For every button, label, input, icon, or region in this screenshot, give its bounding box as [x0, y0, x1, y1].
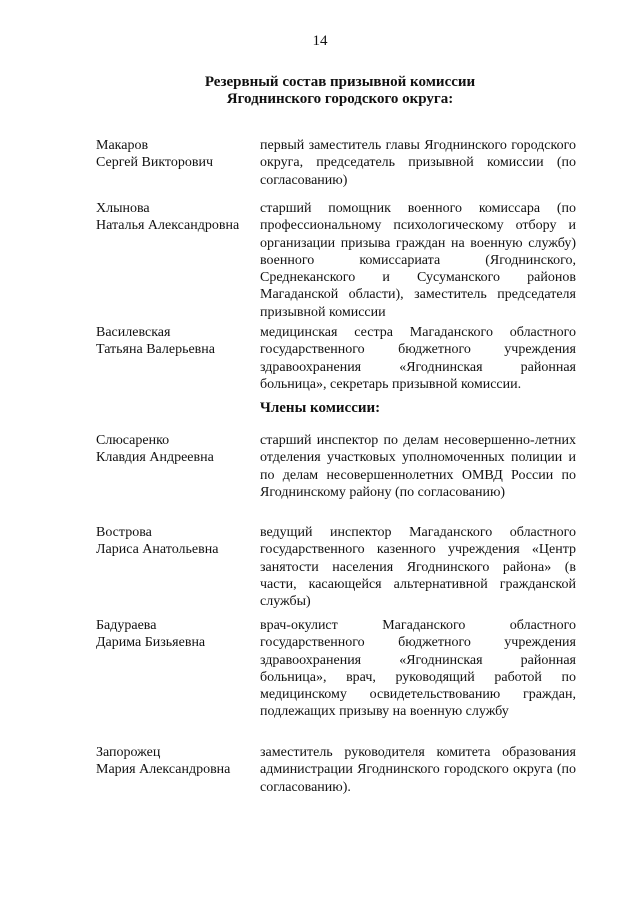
member-surname: Слюсаренко [96, 433, 170, 448]
member-name [96, 200, 256, 235]
page-number: 14 [312, 33, 328, 49]
member-role: врач-окулист Магаданского областного государственного бюджетного учреждения здравоохранения «Ягоднинская районная больница», врач, руководящий работой по медицинскому освидетельствованию граждан, подлежащих призыву на военную службу [260, 618, 576, 720]
member-given-name: Клавдия Андреевна [96, 450, 214, 466]
member-name [96, 324, 256, 359]
document-title [150, 74, 530, 108]
member-name [96, 617, 256, 652]
member-role: медицинская сестра Магаданского областного государственного бюджетного учреждения здравоохранения «Ягоднинская районная больница», секретарь призывной комиссии. [260, 325, 576, 392]
member-surname: Василевская [96, 325, 171, 340]
member-role: старший помощник военного комиссара (по профессиональному психологическому отбору и организации призыва граждан на военную службу) военного комиссариата (Ягоднинского, Среднеканского и Сусуманского районов Магаданской области), заместитель председателя призывной комиссии [260, 201, 576, 320]
section-heading: Члены комиссии: [259, 400, 381, 416]
member-surname: Макаров [96, 138, 149, 153]
member-name [96, 432, 256, 467]
member-surname: Вострова [96, 525, 152, 540]
member-given-name: Дарима Бизьяевна [96, 635, 206, 651]
member-role: ведущий инспектор Магаданского областного государственного казенного учреждения «Центр занятости населения Ягоднинского района» (в части, касающейся альтернативной гражданской службы) [260, 525, 576, 610]
member-role: первый заместитель главы Ягоднинского городского округа, председатель призывной комиссии (по согласованию) [260, 138, 576, 188]
member-name [96, 744, 256, 779]
member-given-name: Наталья Александровна [96, 218, 240, 234]
member-given-name: Мария Александровна [96, 762, 231, 778]
member-name [96, 524, 256, 559]
title-line-2: Ягоднинского городского округа: [226, 91, 454, 107]
member-name [96, 137, 256, 172]
member-surname: Запорожец [96, 745, 161, 760]
member-surname: Хлынова [96, 201, 150, 216]
member-given-name: Лариса Анатольевна [96, 542, 219, 558]
member-surname: Бадураева [96, 618, 157, 633]
member-given-name: Татьяна Валерьевна [96, 342, 215, 358]
member-given-name: Сергей Викторович [96, 155, 214, 171]
member-role: заместитель руководителя комитета образования администрации Ягоднинского городского округа (по согласованию). [260, 745, 576, 795]
member-role: старший инспектор по делам несовершенно-летних отделения участковых уполномоченных полиции и по делам несовершеннолетних ОМВД России по Ягоднинскому району (по согласованию) [260, 433, 576, 500]
title-line-1: Резервный состав призывной комиссии [204, 74, 476, 90]
